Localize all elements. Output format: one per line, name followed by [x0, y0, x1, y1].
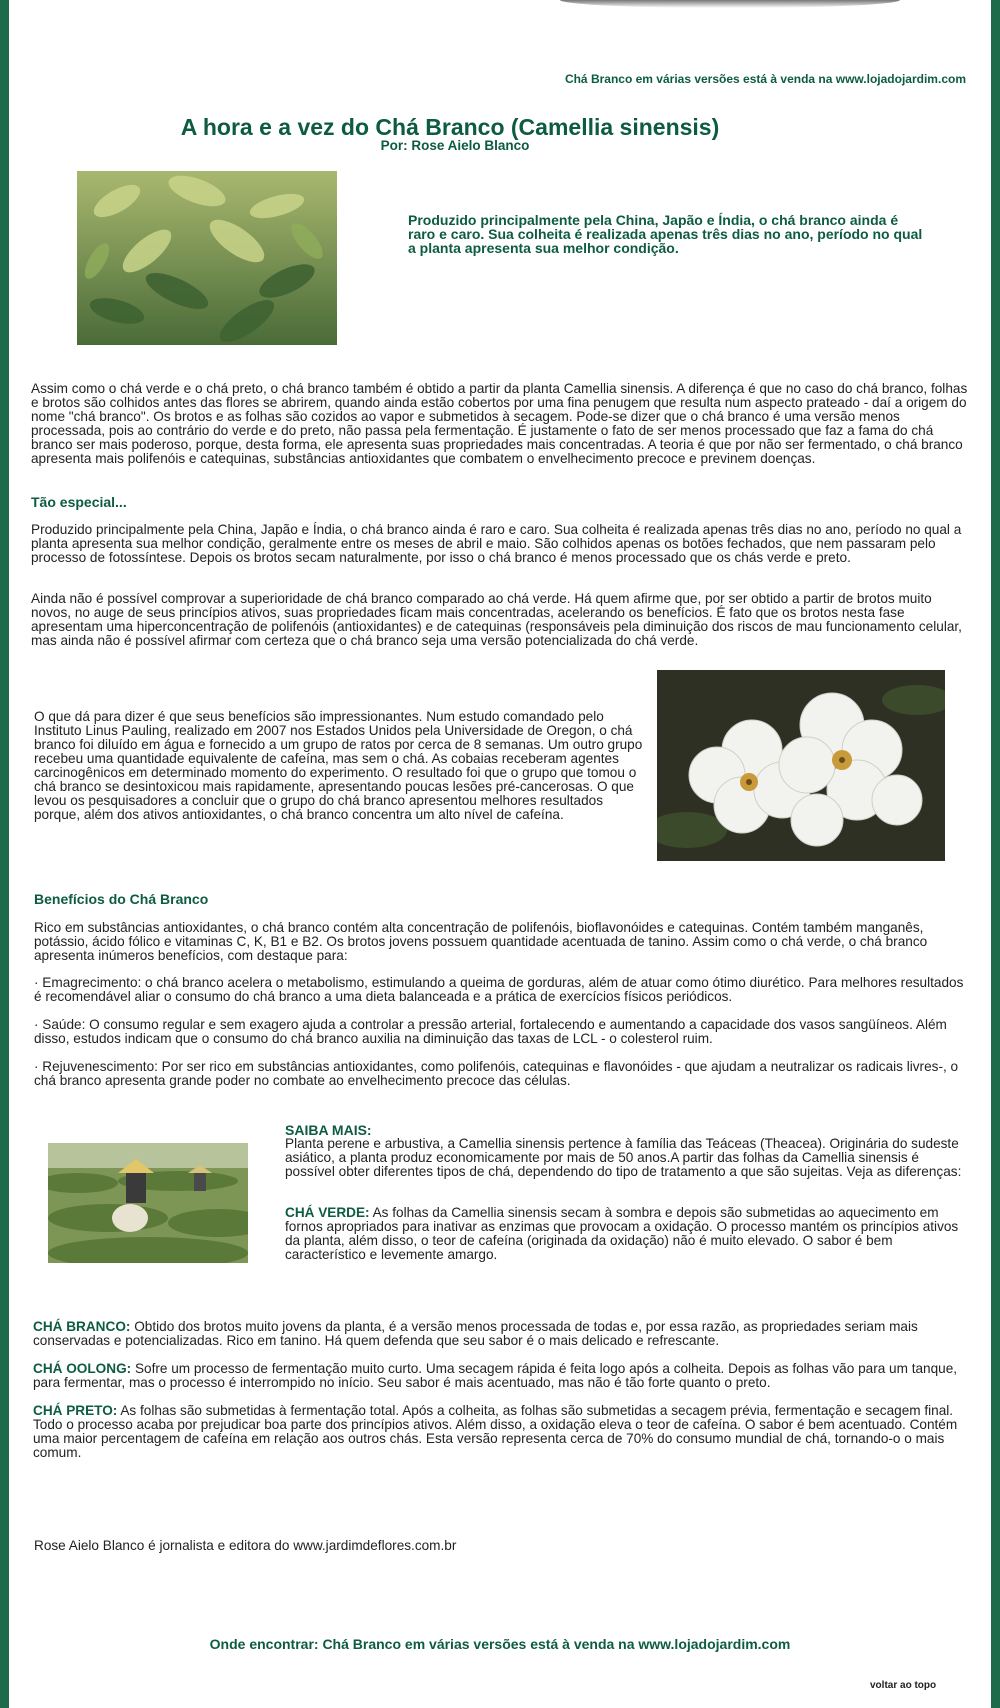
cha-oolong-text: Sofre um processo de fermentação muito curto. Uma secagem rápida é feita logo após a colheita. Depois as folhas vão para um tanque, para fermentar, mas o processo é interrompido no início. Seu sabor é mais acentuado, mas não é tão forte quanto o preto.	[33, 1361, 958, 1390]
cha-preto-text: As folhas são submetidas à fermentação total. Após a colheita, as folhas são submetidas a secagem prévia, fermentação e secagem final. Todo o processo acaba por prejudicar boa parte dos princípios ativos. Além disso, a oxidação eleva o teor de cafeína. O sabor é bem acentuado. Contém uma maior percentagem de cafeína em relação aos outros chás. Esta versão representa cerca de 70% do consumo mundial de chá, tornando-o o mais comum.	[33, 1403, 958, 1460]
byline: Por: Rose Aielo Blanco	[380, 138, 530, 153]
body-paragraph-4: O que dá para dizer é que seus benefícios são impressionantes. Num estudo comandado pelo Instituto Linus Pauling, realizado em 2007 nos Estados Unidos pela Universidade de Oregon, o chá branco foi diluído em água e fornecido a um grupo de ratos por cerca de 8 semanas. Um outro grupo recebeu uma quantidade equivalente de cafeína, mas sem o chá. As cobaias receberam agentes carcinogênicos em determinado momento do experimento. O resultado foi que o grupo que tomou o chá branco se desintoxicou mais rapidamente, apresentando poucas lesões pré-cancerosas. O que levou os pesquisadores a concluir que o grupo do chá branco apresentou melhores resultados porque, além dos ativos antioxidantes, o chá branco concentra um alto nível de cafeína.	[34, 709, 643, 822]
white-flower-photo	[657, 670, 945, 861]
saiba-mais-text: Planta perene e arbustiva, a Camellia sinensis pertence à família das Teáceas (Theacea). Originária do sudeste asiático, a planta produz economicamente por mais de 50 anos.A partir das folhas da Camellia sinensis é possível obter diferentes tipos de chá, dependendo do tipo de tratamento a que são sujeitas. Veja as diferenças:	[285, 1136, 962, 1179]
cha-branco-text: Obtido dos brotos muito jovens da planta, é a versão menos processada de todas e, por essa razão, as propriedades seriam mais conservadas e potencializadas. Rico em tanino. Há quem defenda que seu sabor é o mais delicado e refrescante.	[33, 1319, 918, 1348]
cha-preto-label: CHÁ PRETO:	[33, 1403, 118, 1418]
page-title: A hora e a vez do Chá Branco (Camellia sinensis)	[180, 114, 720, 140]
cha-oolong-label: CHÁ OOLONG:	[33, 1361, 132, 1376]
cha-verde-label: CHÁ VERDE:	[285, 1205, 370, 1220]
footer-promo-link[interactable]: Onde encontrar: Chá Branco em várias versões está à venda na www.lojadojardim.com	[209, 1636, 791, 1652]
cha-preto-paragraph	[33, 1404, 971, 1460]
body-paragraph-1: Assim como o chá verde e o chá preto, o chá branco também é obtido a partir da planta Camellia sinensis. A diferença é que no caso do chá branco, folhas e brotos são colhidos antes das flores se abrirem, quando ainda estão cobertos por uma fina penugem que resulta num aspecto prateado - daí a origem do nome "chá branco". Os brotos e as folhas são cozidos ao vapor e submetidos à secagem. Pode-se dizer que o chá branco é uma versão menos processada, pois ao contrário do verde e do preto, não passa pela fermentação. É justamente o fato de ser menos processado que faz a fama do chá branco ser mais poderoso, porque, desta forma, ele apresenta suas propriedades mais concentradas. A teoria é que por não ser fermentado, o chá branco apresenta mais polifenóis e catequinas, substâncias antioxidantes que combatem o envelhecimento precoce e previnem doenças.	[31, 381, 968, 466]
benefits-intro-paragraph: Rico em substâncias antioxidantes, o chá branco contém alta concentração de polifenóis, bioflavonóides e catequinas. Contém também manganês, potássio, ácido fólico e vitaminas C, K, B1 e B2. Os brotos jovens possuem quantidade acentuada de tanino. Assim como o chá verde, o chá branco apresenta inúmeros benefícios, com destaque para:	[34, 920, 928, 963]
cha-verde-paragraph	[285, 1206, 971, 1262]
intro-lead-text: Produzido principalmente pela China, Japão e Índia, o chá branco ainda é raro e caro. Sua colheita é realizada apenas três dias no ano, período no qual a planta apresenta sua melhor condição.	[408, 212, 923, 256]
top-promo-link[interactable]: Chá Branco em várias versões está à venda na www.lojadojardim.com	[564, 72, 966, 86]
cha-branco-label: CHÁ BRANCO:	[33, 1319, 131, 1334]
saiba-mais-heading: SAIBA MAIS:	[285, 1122, 372, 1138]
cha-verde-text: As folhas da Camellia sinensis secam à sombra e depois são submetidas ao aquecimento em fornos apropriados para inativar as enzimas que provocam a oxidação. O processo mantém os princípios ativos da planta, além disso, o teor de cafeína (originada da oxidação) não é muito elevado. O sabor é bem característico e levemente amargo.	[285, 1205, 959, 1262]
cha-branco-paragraph	[33, 1320, 971, 1348]
right-border	[991, 0, 1000, 1708]
heading-tao-especial: Tão especial...	[31, 494, 127, 510]
left-border	[0, 0, 9, 1708]
author-note: Rose Aielo Blanco é jornalista e editora do www.jardimdeflores.com.br	[34, 1538, 457, 1553]
benefit-rejuvenescimento: · Rejuvenescimento: Por ser rico em substâncias antioxidantes, como polifenóis, catequinas e flavonóides - que ajudam a neutralizar os radicais livres-, o chá branco apresenta grande poder no combate ao envelhecimento precoce das células.	[34, 1059, 959, 1088]
cha-oolong-paragraph	[33, 1362, 971, 1390]
body-paragraph-2: Produzido principalmente pela China, Japão e Índia, o chá branco ainda é raro e caro. Sua colheita é realizada apenas três dias no ano, período no qual a planta apresenta sua melhor condição, geralmente entre os meses de abril e maio. São colhidos apenas os botões fechados, que nem passaram pelo processo de fotossíntese. Depois os brotos secam naturalmente, por isso o chá branco é menos processado que os chás verde e preto.	[31, 522, 962, 565]
back-to-top-link[interactable]: voltar ao topo	[870, 1680, 937, 1691]
benefit-emagrecimento: · Emagrecimento: o chá branco acelera o metabolismo, estimulando a queima de gorduras, além de atuar como ótimo diurético. Para melhores resultados é recomendável aliar o consumo do chá branco a uma dieta balanceada e a prática de exercícios físicos periódicos.	[34, 975, 964, 1004]
tea-pickers-photo	[48, 1143, 248, 1263]
heading-beneficios: Benefícios do Chá Branco	[34, 891, 209, 907]
top-shadow-decoration	[560, 0, 900, 8]
benefit-saude: · Saúde: O consumo regular e sem exagero ajuda a controlar a pressão arterial, fortalecendo e aumentando a capacidade dos vasos sangüíneos. Além disso, estudos indicam que o consumo do chá branco auxilia na diminuição das taxas de LCL - o colesterol ruim.	[34, 1017, 947, 1046]
body-paragraph-3: Ainda não é possível comprovar a superioridade de chá branco comparado ao chá verde. Há quem afirme que, por ser obtido a partir de brotos muito novos, no auge de seus princípios ativos, suas propriedades ficam mais concentradas, acelerando os benefícios. É fato que os brotos nesta fase apresentam uma hiperconcentração de polifenóis (antioxidantes) e de catequinas (responsáveis pela diminuição dos riscos de mau funcionamento celular, mas ainda não é possível afirmar com certeza que o chá branco seja uma versão potencializada do chá verde.	[31, 591, 962, 648]
tea-leaves-photo	[77, 171, 337, 345]
